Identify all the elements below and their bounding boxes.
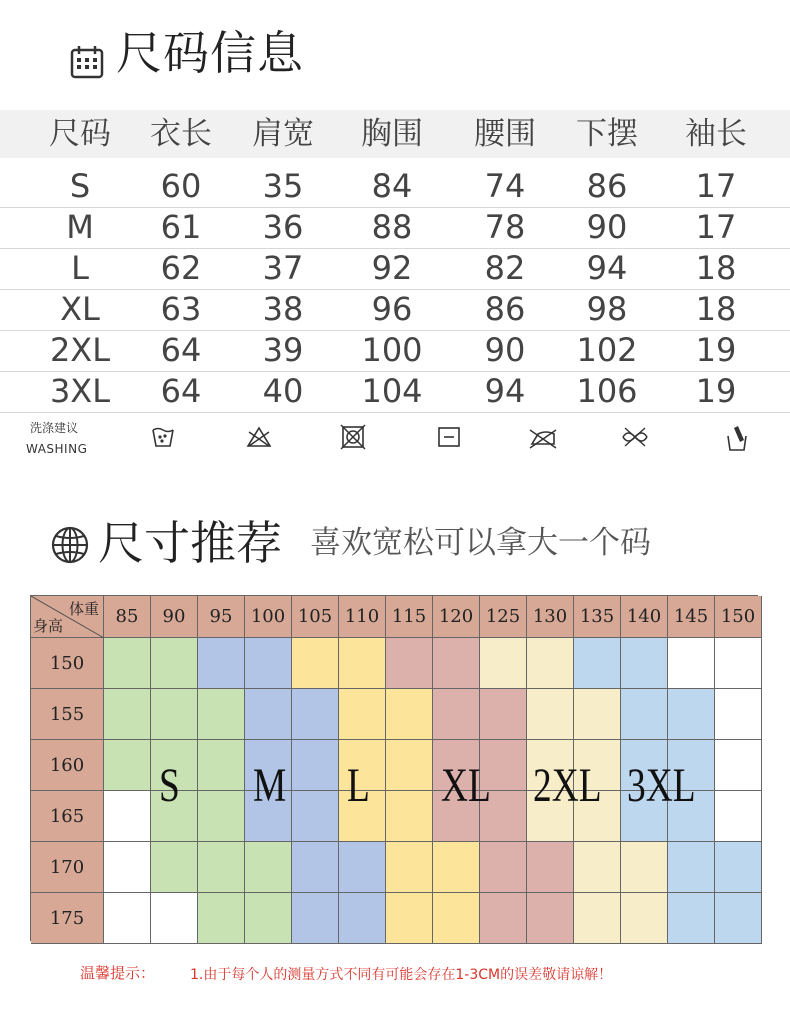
grid-cell: [621, 842, 668, 893]
weight-header-cell: 105: [292, 596, 339, 638]
grid-cell: [480, 689, 527, 740]
grid-cell: [668, 842, 715, 893]
weight-header-cell: 100: [245, 596, 292, 638]
grid-cell: [527, 638, 574, 689]
grid-cell: [339, 689, 386, 740]
section-title-size-info: 尺码信息: [116, 26, 304, 80]
size-label-2xl: 2XL: [532, 759, 602, 812]
grid-cell: [339, 893, 386, 944]
size-table-header-cell: 肩宽: [252, 116, 314, 152]
grid-cell: [151, 689, 198, 740]
washing-label-en: WASHING: [26, 442, 88, 456]
size-table-header-cell: 胸围: [361, 116, 423, 152]
size-table-header-cell: 尺码: [49, 116, 111, 152]
height-header-cell: 165: [31, 791, 104, 842]
size-value-cell: 102: [576, 331, 638, 369]
grid-cell: [386, 740, 433, 791]
size-value-cell: 64: [160, 372, 202, 410]
corner-weight-label: 体重: [68, 600, 99, 618]
grid-cell: [104, 740, 151, 791]
flat-dry-icon: [436, 424, 462, 450]
grid-cell: [339, 842, 386, 893]
tip-text: 1.由于每个人的测量方式不同有可能会存在1-3CM的误差敬请谅解！: [190, 967, 613, 983]
size-value-cell: 82: [484, 249, 526, 287]
grid-cell: [574, 689, 621, 740]
size-value-cell: 78: [484, 208, 526, 246]
size-value-cell: 94: [484, 372, 526, 410]
size-label-xl: XL: [441, 759, 491, 812]
grid-cell: [715, 689, 762, 740]
grid-cell: [715, 740, 762, 791]
weight-header-cell: 95: [198, 596, 245, 638]
size-value-cell: 36: [262, 208, 304, 246]
size-value-cell: 88: [371, 208, 413, 246]
no-bleach-icon: [246, 424, 272, 450]
weight-header-cell: 135: [574, 596, 621, 638]
size-value-cell: 98: [586, 290, 628, 328]
size-value-cell: 61: [160, 208, 202, 246]
grid-cell: [386, 842, 433, 893]
weight-header-cell: 115: [386, 596, 433, 638]
size-value-cell: 62: [160, 249, 202, 287]
size-value-cell: 64: [160, 331, 202, 369]
size-value-cell: 63: [160, 290, 202, 328]
size-name-cell: S: [69, 167, 91, 205]
size-value-cell: 90: [484, 331, 526, 369]
weight-header-cell: 110: [339, 596, 386, 638]
size-value-cell: 17: [695, 208, 737, 246]
size-label-3xl: 3XL: [626, 759, 696, 812]
grid-cell: [621, 893, 668, 944]
section-title-size-recommend: 尺寸推荐: [98, 516, 282, 570]
grid-cell: [245, 638, 292, 689]
weight-header-cell: 145: [668, 596, 715, 638]
grid-cell: [574, 893, 621, 944]
grid-cell: [104, 638, 151, 689]
grid-cell: [198, 791, 245, 842]
size-table-header-cell: 袖长: [685, 116, 747, 152]
grid-cell: [433, 893, 480, 944]
weight-header-cell: 90: [151, 596, 198, 638]
size-label-s: S: [159, 759, 180, 812]
grid-cell: [198, 689, 245, 740]
globe-icon: [50, 525, 90, 565]
tip-label: 温馨提示：: [80, 964, 156, 982]
grid-cell: [386, 791, 433, 842]
size-label-m: M: [253, 759, 287, 812]
grid-cell: [621, 689, 668, 740]
grid-cell: [104, 791, 151, 842]
grid-cell: [386, 689, 433, 740]
grid-cell: [151, 893, 198, 944]
grid-cell: [245, 842, 292, 893]
grid-cell: [715, 791, 762, 842]
weight-header-cell: 125: [480, 596, 527, 638]
grid-cell: [198, 638, 245, 689]
weight-header-cell: 150: [715, 596, 762, 638]
hang-dry-icon: [724, 424, 750, 450]
grid-cell: [386, 638, 433, 689]
size-name-cell: 3XL: [49, 372, 111, 410]
grid-cell: [104, 893, 151, 944]
grid-cell: [715, 893, 762, 944]
grid-cell: [715, 842, 762, 893]
grid-cell: [292, 842, 339, 893]
size-value-cell: 96: [371, 290, 413, 328]
grid-cell: [433, 638, 480, 689]
size-value-cell: 19: [695, 372, 737, 410]
weight-header-cell: 130: [527, 596, 574, 638]
no-tumble-dry-icon: [340, 424, 366, 450]
size-value-cell: 37: [262, 249, 304, 287]
size-value-cell: 19: [695, 331, 737, 369]
grid-cell: [480, 638, 527, 689]
size-value-cell: 60: [160, 167, 202, 205]
size-value-cell: 100: [361, 331, 423, 369]
grid-cell: [245, 893, 292, 944]
height-header-cell: 170: [31, 842, 104, 893]
size-value-cell: 92: [371, 249, 413, 287]
grid-cell: [527, 842, 574, 893]
grid-cell: [151, 842, 198, 893]
size-value-cell: 90: [586, 208, 628, 246]
height-header-cell: 155: [31, 689, 104, 740]
grid-cell: [668, 689, 715, 740]
grid-cell: [668, 638, 715, 689]
size-value-cell: 40: [262, 372, 304, 410]
size-table-header-cell: 腰围: [474, 116, 536, 152]
size-value-cell: 94: [586, 249, 628, 287]
size-name-cell: XL: [60, 290, 100, 328]
size-table-header-cell: 下摆: [576, 116, 638, 152]
height-header-cell: 175: [31, 893, 104, 944]
grid-cell: [292, 791, 339, 842]
height-header-cell: 160: [31, 740, 104, 791]
grid-cell: [104, 842, 151, 893]
weight-header-cell: 120: [433, 596, 480, 638]
washing-label-cn: 洗涤建议: [30, 421, 79, 435]
corner-height-label: 身高: [33, 617, 64, 635]
grid-cell: [104, 689, 151, 740]
size-value-cell: 74: [484, 167, 526, 205]
weight-header-cell: 85: [104, 596, 151, 638]
size-label-l: L: [347, 759, 370, 812]
size-value-cell: 84: [371, 167, 413, 205]
grid-cell: [292, 740, 339, 791]
grid-cell: [245, 689, 292, 740]
grid-cell: [715, 638, 762, 689]
size-value-cell: 35: [262, 167, 304, 205]
grid-cell: [433, 842, 480, 893]
grid-cell: [198, 740, 245, 791]
grid-cell: [480, 893, 527, 944]
grid-cell: [480, 842, 527, 893]
size-recommendation-grid: [30, 595, 758, 941]
grid-cell: [668, 893, 715, 944]
grid-cell: [151, 638, 198, 689]
grid-cell: [292, 638, 339, 689]
size-value-cell: 17: [695, 167, 737, 205]
grid-cell: [292, 689, 339, 740]
weight-header-cell: 140: [621, 596, 668, 638]
grid-cell: [292, 893, 339, 944]
size-value-cell: 18: [695, 290, 737, 328]
size-value-cell: 86: [586, 167, 628, 205]
no-dry-clean-icon: [620, 424, 646, 450]
size-value-cell: 39: [262, 331, 304, 369]
height-header-cell: 150: [31, 638, 104, 689]
size-value-cell: 38: [262, 290, 304, 328]
low-iron-icon: [528, 424, 554, 450]
grid-cell: [198, 893, 245, 944]
grid-corner-cell: [31, 596, 104, 638]
grid-cell: [621, 638, 668, 689]
size-value-cell: 106: [576, 372, 638, 410]
grid-cell: [339, 638, 386, 689]
size-name-cell: L: [71, 249, 89, 287]
grid-cell: [574, 842, 621, 893]
size-value-cell: 18: [695, 249, 737, 287]
size-name-cell: 2XL: [49, 331, 111, 369]
row-divider: [0, 412, 790, 413]
grid-cell: [386, 893, 433, 944]
section-subtitle: 喜欢宽松可以拿大一个码: [310, 525, 651, 561]
calendar-icon: [70, 45, 104, 79]
grid-cell: [527, 689, 574, 740]
size-table-header-cell: 衣长: [150, 116, 212, 152]
grid-cell: [527, 893, 574, 944]
size-value-cell: 86: [484, 290, 526, 328]
grid-cell: [433, 689, 480, 740]
hand-wash-icon: [150, 424, 176, 450]
size-name-cell: M: [66, 208, 94, 246]
grid-cell: [198, 842, 245, 893]
grid-cell: [574, 638, 621, 689]
size-value-cell: 104: [361, 372, 423, 410]
